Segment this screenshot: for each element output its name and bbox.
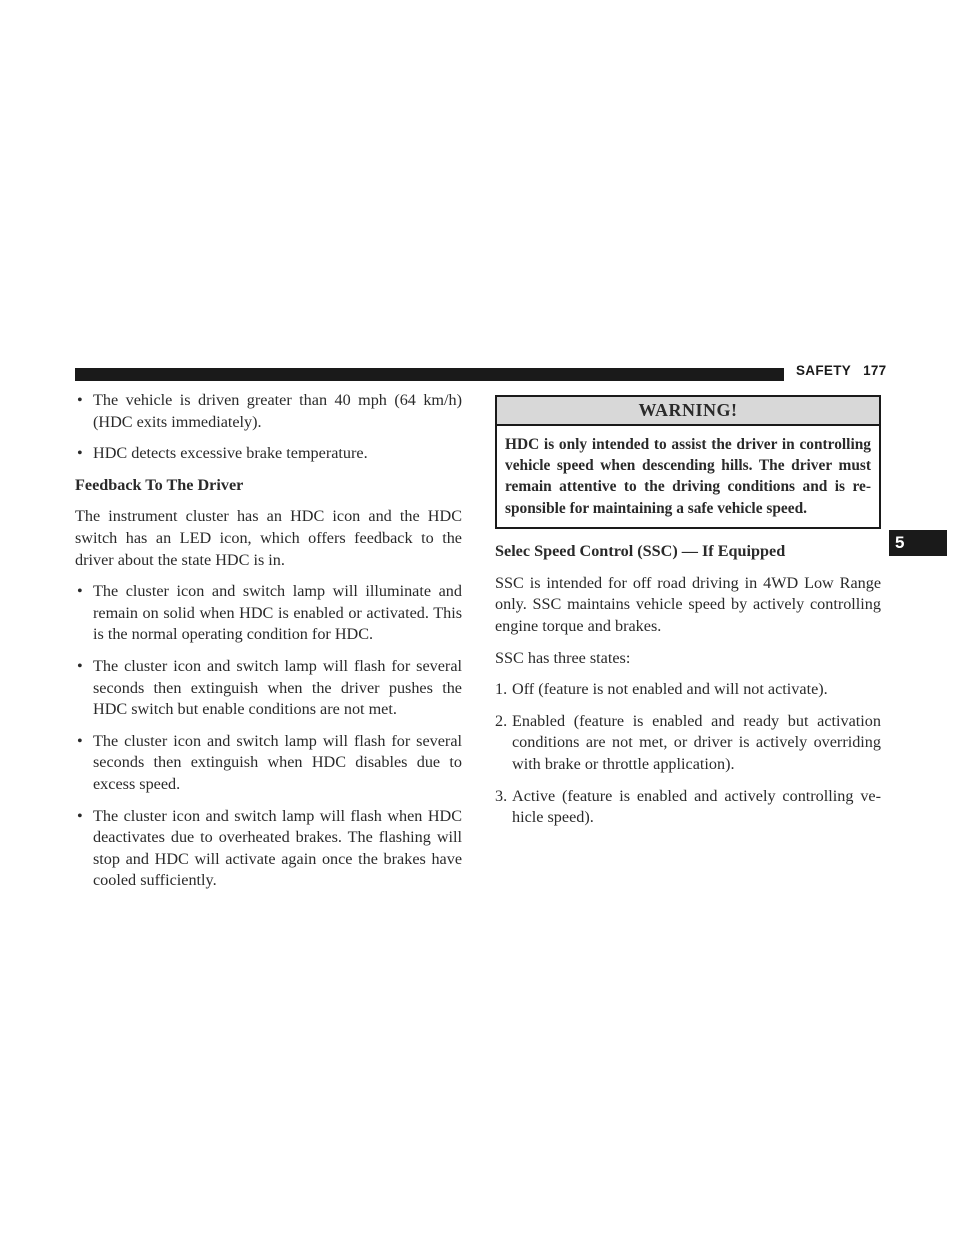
bullet-item: [75, 656, 462, 721]
left-column: [75, 390, 462, 902]
paragraph-ssc-intro: SSC is intended for off road driving in 4WD Low Range only. SSC maintains vehicle speed by actively controlling engine torque and brakes.: [495, 573, 881, 635]
item-number: 1.: [495, 680, 508, 699]
right-column: [495, 395, 881, 839]
bullet-text: The cluster icon and switch lamp will illuminate and remain on solid when HDC is enabled or activated. This is the normal operating condition for HDC.: [93, 582, 462, 644]
running-header: [796, 363, 906, 378]
header-section-title: SAFETY: [796, 363, 852, 378]
warning-box: [495, 395, 881, 529]
section-heading-feedback: Feedback To The Driver: [75, 475, 244, 494]
section-heading-ssc: Selec Speed Control (SSC) — If Equipped: [495, 542, 786, 561]
header-rule: [75, 368, 784, 381]
bullet-marker: •: [77, 656, 83, 675]
bullet-text: The cluster icon and switch lamp will flash when HDC deactivates due to overheated brakes. The flashing will stop and HDC will activate again once the brakes have cooled sufficiently.: [93, 806, 462, 890]
chapter-tab: 5: [889, 530, 947, 556]
item-number: 3.: [495, 786, 508, 805]
item-number: 2.: [495, 711, 508, 730]
bullet-item: [75, 581, 462, 646]
bullet-marker: •: [77, 582, 83, 601]
numbered-item: [495, 711, 881, 776]
item-text: Off (feature is not enabled and will not activate).: [512, 680, 828, 699]
bullet-marker: •: [77, 731, 83, 750]
bullet-text: HDC detects excessive brake temperature.: [93, 444, 368, 463]
bullet-marker: •: [77, 806, 83, 825]
bullet-marker: •: [77, 391, 83, 409]
bullet-item: [75, 443, 462, 465]
page-number: 177: [863, 363, 887, 378]
item-text: Enabled (feature is enabled and ready but activation conditions are not met, or driver is actively overriding with brake or throttle application).: [512, 711, 881, 773]
bullet-text: The vehicle is driven greater than 40 mph (64 km/h) (HDC exits immediately).: [93, 391, 462, 431]
bullet-item: [75, 806, 462, 892]
paragraph-feedback-intro: The instrument cluster has an HDC icon and the HDC switch has an LED icon, which offers feedback to the driver about the state HDC is in.: [75, 507, 462, 569]
warning-body: HDC is only intended to assist the driver in controlling vehicle speed when descending hills. The driver must remain attentive to the driving conditions and is re-sponsible for maintaining a safe vehicle speed.: [505, 435, 871, 517]
bullet-marker: •: [77, 444, 83, 463]
numbered-item: [495, 786, 881, 829]
warning-title: WARNING!: [497, 397, 879, 426]
bullet-item: [75, 390, 462, 433]
item-text: Active (feature is enabled and actively controlling ve-hicle speed).: [512, 786, 881, 827]
numbered-item: [495, 679, 881, 701]
paragraph-ssc-states-label: SSC has three states:: [495, 648, 631, 667]
bullet-text: The cluster icon and switch lamp will flash for several seconds then extinguish when HDC disables due to excess speed.: [93, 731, 462, 793]
bullet-text: The cluster icon and switch lamp will flash for several seconds then extinguish when the driver pushes the HDC switch but enable conditions are not met.: [93, 656, 462, 719]
bullet-item: [75, 731, 462, 796]
